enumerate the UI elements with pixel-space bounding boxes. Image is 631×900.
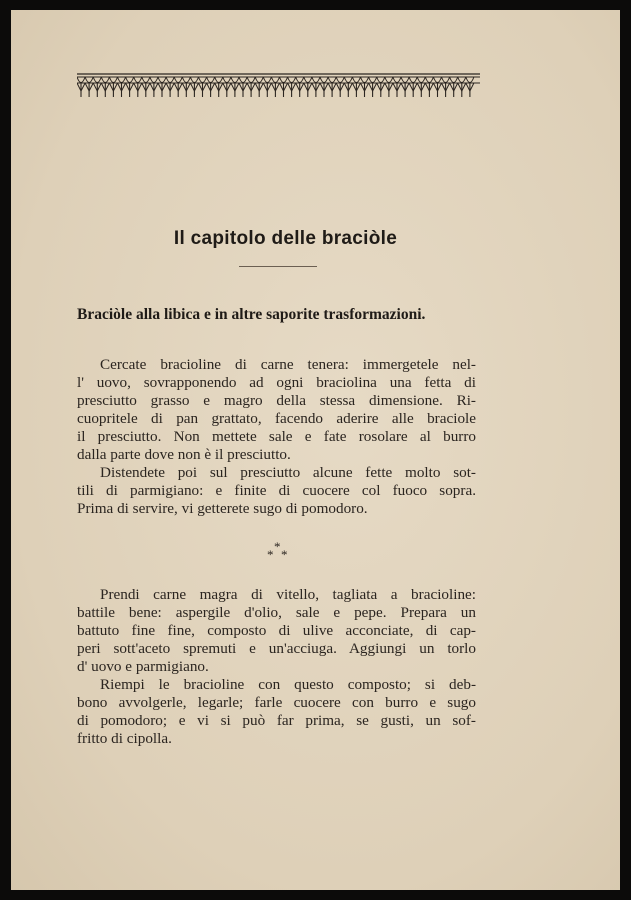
chapter-title: Il capitolo delle braciòle — [173, 228, 398, 249]
recipe1-line: l' uovo, sovrapponendo ad ogni braciolina una fetta di — [77, 374, 476, 391]
recipe2-line: Prendi carne magra di vitello, tagliata a bracioline: — [100, 586, 476, 603]
recipe1-line: Distendete poi sul presciutto alcune fette molto sot- — [100, 464, 476, 481]
recipe1-line: tili di parmigiano: e finite di cuocere col fuoco sopra. — [77, 482, 476, 499]
recipe2-line: fritto di cipolla. — [77, 730, 172, 747]
recipe1-line: Prima di servire, vi getterete sugo di pomodoro. — [77, 500, 368, 517]
asterism-star: * — [267, 547, 274, 562]
asterism-separator — [265, 540, 293, 564]
recipe2-line: bono avvolgerle, legarle; farle cuocere con burro e sugo — [77, 694, 476, 711]
section-title: Braciòle alla libica e in altre saporite trasformazioni. — [77, 306, 426, 323]
title-divider — [239, 266, 317, 267]
recipe2-line: battuto fine fine, composto di ulive acconciate, di cap- — [77, 622, 476, 639]
recipe2-line: peri sott'aceto spremuti e un'acciuga. Aggiungi un torlo — [77, 640, 476, 657]
recipe2-line: battile bene: aspergile d'olio, sale e pepe. Prepara un — [77, 604, 476, 621]
asterism-star: * — [281, 547, 288, 562]
book-page — [11, 10, 620, 890]
recipe2-line: di pomodoro; e vi si può far prima, se gusti, un sof- — [77, 712, 476, 729]
recipe1-line: dalla parte dove non è il presciutto. — [77, 446, 291, 463]
recipe2-line: d' uovo e parmigiano. — [77, 658, 209, 675]
decorative-header-border — [77, 72, 480, 98]
recipe2-line: Riempi le bracioline con questo composto; si deb- — [100, 676, 476, 693]
recipe1-line: il presciutto. Non mettete sale e fate rosolare al burro — [77, 428, 476, 445]
recipe1-line: presciutto grasso e magro della stessa dimensione. Ri- — [77, 392, 476, 409]
recipe1-line: cuopritele di pan grattato, facendo aderire alle braciole — [77, 410, 476, 427]
recipe1-line: Cercate bracioline di carne tenera: immergetele nel- — [100, 356, 476, 373]
asterism-star: * — [274, 539, 281, 554]
